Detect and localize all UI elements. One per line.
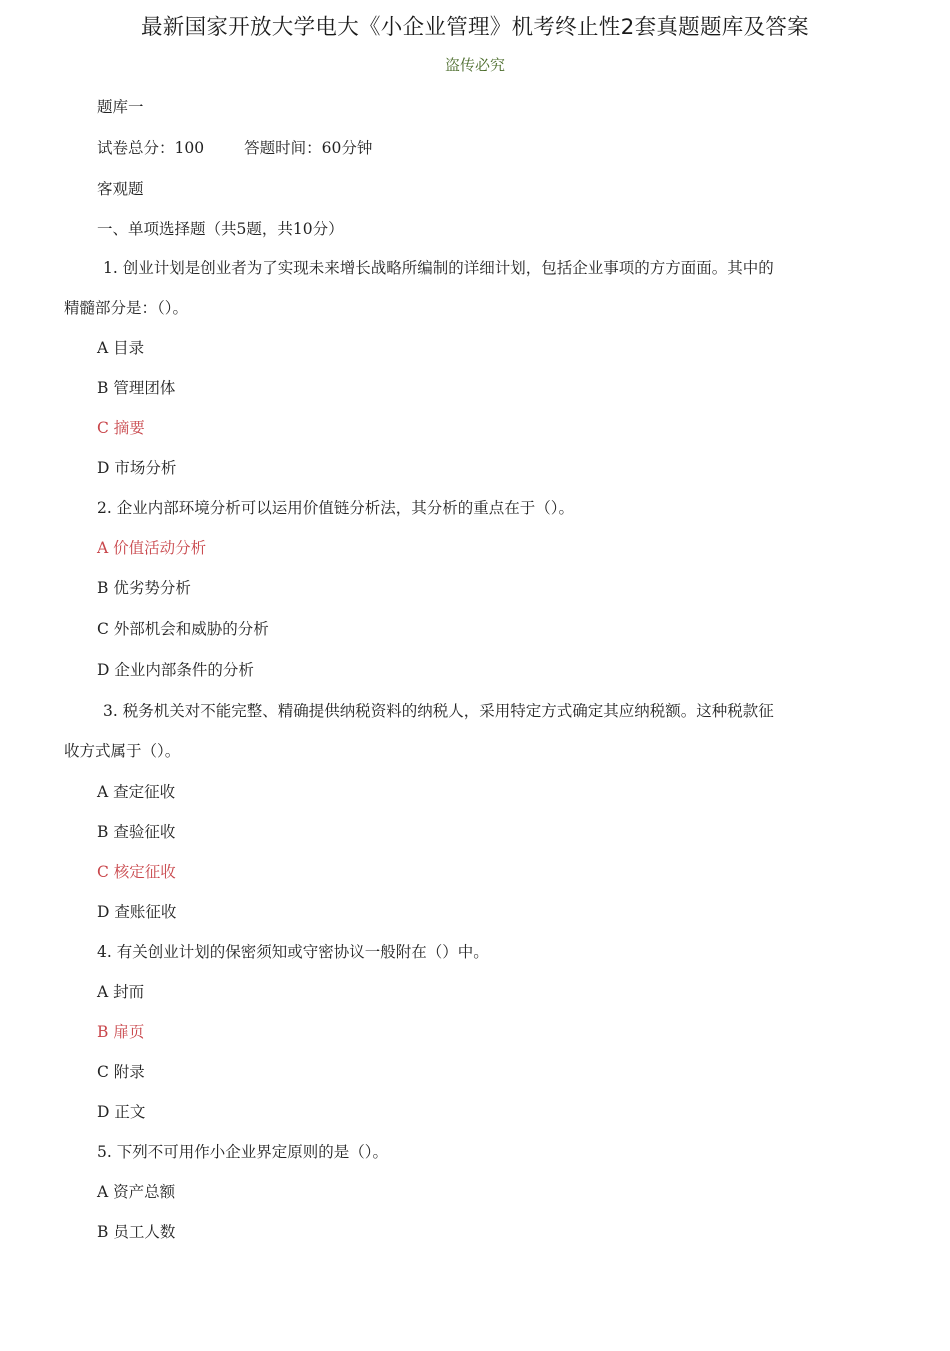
question-2-option-b: B 优劣势分析	[97, 579, 191, 597]
question-1-stem-cont: 精髓部分是：（）。	[64, 299, 189, 317]
total-score: 试卷总分：100	[97, 139, 205, 157]
question-4-option-d: D 正文	[97, 1103, 146, 1121]
question-5-option-a: A 资产总额	[97, 1183, 176, 1201]
section-objective: 客观题	[97, 180, 144, 198]
question-4-option-b-correct: B 扉页	[97, 1023, 145, 1041]
question-5-option-b: B 员工人数	[97, 1223, 176, 1241]
question-4-option-c: C 附录	[97, 1063, 145, 1081]
question-3-option-a: A 查定征收	[97, 783, 176, 801]
question-3-option-b: B 查验征收	[97, 823, 176, 841]
bank-label: 题库一	[97, 98, 144, 116]
question-2-option-c: C 外部机会和威胁的分析	[97, 620, 269, 638]
question-2-option-a-correct: A 价值活动分析	[97, 539, 207, 557]
question-2-option-d: D 企业内部条件的分析	[97, 661, 254, 679]
exam-time: 答题时间：60分钟	[244, 139, 373, 157]
question-3-option-c-correct: C 核定征收	[97, 863, 176, 881]
exam-info	[97, 138, 372, 158]
question-1-option-b: B 管理团体	[97, 379, 176, 397]
section-single-choice: 一、单项选择题（共5题，共10分）	[97, 220, 344, 238]
question-3-stem-cont: 收方式属于（）。	[64, 742, 181, 760]
question-4-option-a: A 封而	[97, 983, 145, 1001]
question-4-stem: 4. 有关创业计划的保密须知或守密协议一般附在（）中。	[97, 943, 489, 961]
question-2-stem: 2. 企业内部环境分析可以运用价值链分析法，其分析的重点在于（）。	[97, 499, 574, 517]
question-1-option-c-correct: C 摘要	[97, 419, 145, 437]
question-5-stem: 5. 下列不可用作小企业界定原则的是（）。	[97, 1143, 388, 1161]
document-subtitle: 盗传必究	[444, 56, 505, 74]
question-1-option-a: A 目录	[97, 339, 145, 357]
question-1-stem: 1. 创业计划是创业者为了实现未来增长战略所编制的详细计划，包括企业事项的方方面面。其中的	[103, 259, 774, 277]
document-title: 最新国家开放大学电大《小企业管理》机考终止性2套真题题库及答案	[141, 15, 809, 40]
question-1-option-d: D 市场分析	[97, 459, 177, 477]
question-3-option-d: D 查账征收	[97, 903, 177, 921]
question-3-stem: 3. 税务机关对不能完整、精确提供纳税资料的纳税人，采用特定方式确定其应纳税额。这种税款征	[103, 702, 774, 720]
